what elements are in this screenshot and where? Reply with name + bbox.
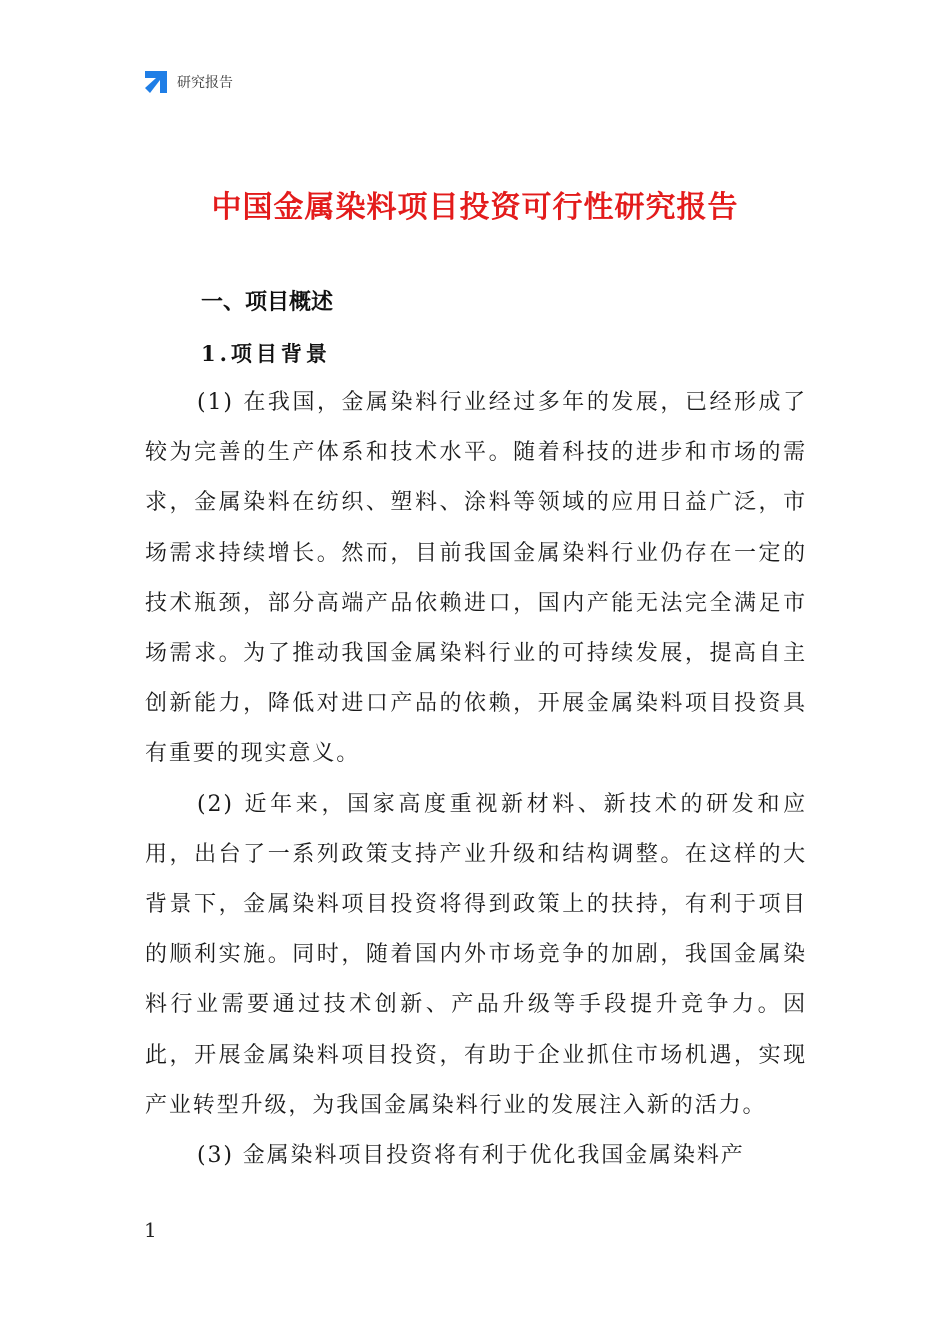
document-title: 中国金属染料项目投资可行性研究报告: [211, 190, 739, 225]
arrow-up-right-logo-icon: [143, 69, 169, 95]
document-body: [145, 378, 807, 1181]
section-heading: 一、项目概述: [201, 290, 334, 315]
paragraph-3: (3) 金属染料项目投资将有利于优化我国金属染料产: [197, 1143, 745, 1169]
page-header: [143, 68, 233, 96]
paragraph-1: (1) 在我国，金属染料行业经过多年的发展，已经形成了较为完善的生产体系和技术水平。随着科技的进步和市场的需求，金属染料在纺织、塑料、涂料等领域的应用日益广泛，市场需求持续增长。然而，目前我国金属染料行业仍存在一定的技术瓶颈，部分高端产品依赖进口，国内产能无法完全满足市场需求。为了推动我国金属染料行业的可持续发展，提高自主创新能力，降低对进口产品的依赖，开展金属染料项目投资具有重要的现实意义。: [145, 390, 807, 767]
page-number: 1: [144, 1218, 157, 1242]
paragraph-2: (2) 近年来，国家高度重视新材料、新技术的研发和应用，出台了一系列政策支持产业升级和结构调整。在这样的大背景下，金属染料项目投资将得到政策上的扶持，有利于项目的顺利实施。同时，随着国内外市场竞争的加剧，我国金属染料行业需要通过技术创新、产品升级等手段提升竞争力。因此，开展金属染料项目投资，有助于企业抓住市场机遇，实现产业转型升级，为我国金属染料行业的发展注入新的活力。: [145, 791, 807, 1118]
sub-heading: 1.项目背景: [201, 341, 331, 366]
header-label: 研究报告: [177, 75, 233, 91]
